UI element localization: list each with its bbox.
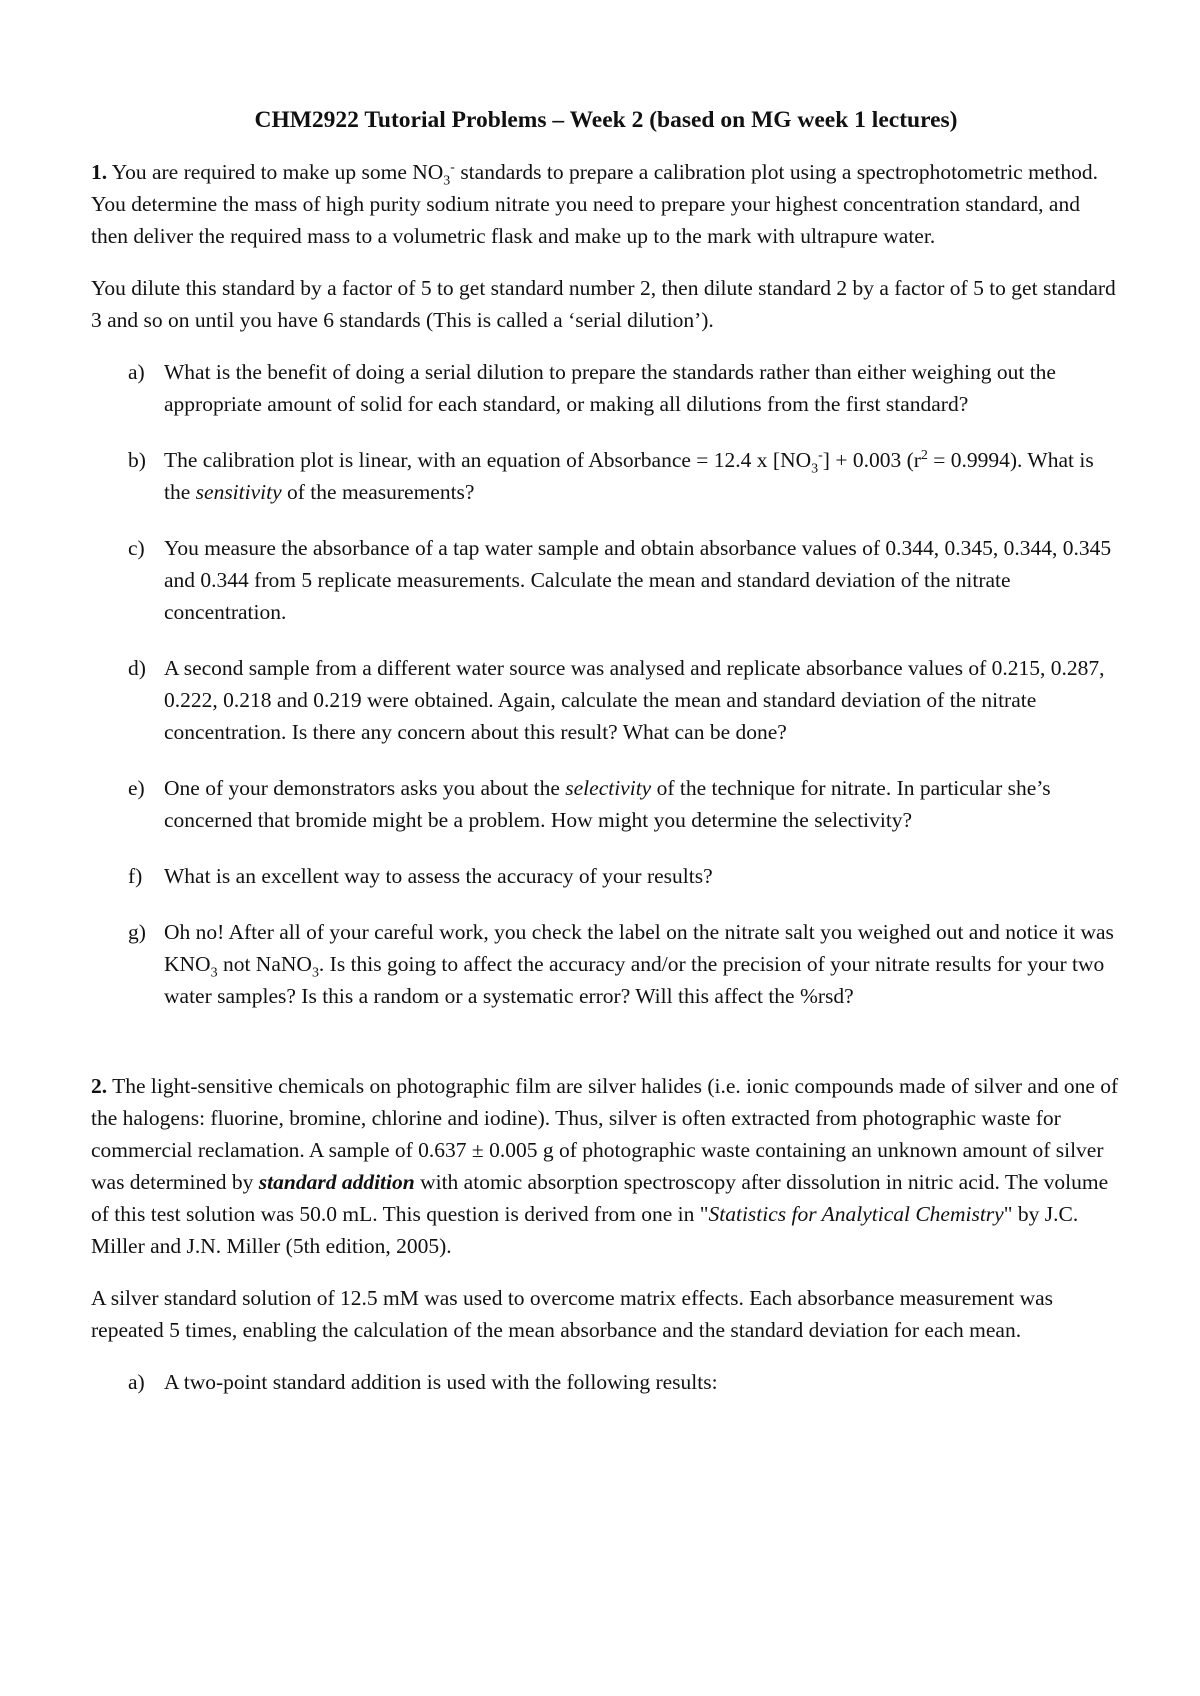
q1-part-e bbox=[91, 772, 1121, 836]
q1-number: 1. bbox=[91, 160, 108, 184]
part-text: What is the benefit of doing a serial dilution to prepare the standards rather than either weighing out the appropriate amount of solid for each standard, or making all dilutions from the first standard? bbox=[164, 360, 1056, 416]
q1-subquestions bbox=[91, 356, 1121, 1012]
q1-part-g bbox=[91, 916, 1121, 1012]
q2-number: 2. bbox=[91, 1074, 108, 1098]
part-text: What is an excellent way to assess the accuracy of your results? bbox=[164, 864, 713, 888]
q2-paragraph-2: A silver standard solution of 12.5 mM was used to overcome matrix effects. Each absorbance measurement was repeated 5 times, enabling the calculation of the mean absorbance and the standard deviation for each mean. bbox=[91, 1286, 1054, 1342]
part-text: You measure the absorbance of a tap water sample and obtain absorbance values of 0.344, 0.345, 0.344, 0.345 and 0.344 from 5 replicate measurements. Calculate the mean and standard deviation of the nitrate concentration. bbox=[164, 536, 1112, 624]
q1-intro: 1. You are required to make up some $NO_3^-$ standards to prepare a calibration plot using a spectrophotometric method. You determine the mass of high purity sodium nitrate you need to prepare your highest concentration standard, and then deliver the required mass to a volumetric flask and make up to the mark with ultrapure water. bbox=[91, 159, 1098, 248]
q2-part-a bbox=[91, 1366, 1121, 1398]
q1-part-f bbox=[91, 860, 1121, 892]
part-label: d) bbox=[128, 656, 146, 680]
q2-subquestions bbox=[91, 1366, 1121, 1398]
part-text: The calibration plot is linear, with an equation of Absorbance = 12.4 x $[NO_3^-] + 0.003$ $(r^2 = 0.9994)$. What is the sensitivity of the measurements? bbox=[164, 447, 1094, 504]
part-label: f) bbox=[128, 864, 143, 888]
part-text: A two-point standard addition is used with the following results: bbox=[164, 1370, 718, 1394]
q1-part-a bbox=[91, 356, 1121, 420]
q1-part-b bbox=[91, 444, 1121, 508]
q1-part-c bbox=[91, 532, 1121, 628]
part-text: A second sample from a different water source was analysed and replicate absorbance values of 0.215, 0.287, 0.222, 0.218 and 0.219 were obtained. Again, calculate the mean and standard deviation of the nitrate concentration. Is there any concern about this result? What can be done? bbox=[164, 656, 1105, 744]
section-spacer bbox=[91, 1036, 1121, 1070]
part-text: One of your demonstrators asks you about the selectivity of the technique for nitrate. In particular she’s concerned that bromide might be a problem. How might you determine the selectivity? bbox=[164, 776, 1051, 832]
part-label: e) bbox=[128, 776, 145, 800]
page-title: CHM2922 Tutorial Problems – Week 2 (based on MG week 1 lectures) bbox=[254, 107, 958, 133]
part-label: a) bbox=[128, 1370, 145, 1394]
part-label: b) bbox=[128, 448, 146, 472]
standard-addition-term: standard addition bbox=[258, 1170, 415, 1194]
part-label: g) bbox=[128, 920, 146, 944]
q1-paragraph-2: You dilute this standard by a factor of 5 to get standard number 2, then dilute standard 2 by a factor of 5 to get standard 3 and so on until you have 6 standards (This is called a ‘serial dilution’). bbox=[91, 276, 1116, 332]
part-text: Oh no! After all of your careful work, you check the label on the nitrate salt you weighed out and notice it was $KNO_3$ not NaNO$_3$. Is this going to affect the accuracy and/or the precision of your nitrate results for your two water samples? Is this a random or a systematic error? Will this affect the %rsd? bbox=[164, 920, 1114, 1008]
q2-intro: 2. The light-sensitive chemicals on photographic film are silver halides (i.e. ionic compounds made of silver and one of the halogens: fluorine, bromine, chlorine and iodine). Thus, silver is often extracted from photographic waste for commercial reclamation. A sample of 0.637 ± 0.005 g of photographic waste containing an unknown amount of silver was determined by standard addition with atomic absorption spectroscopy after dissolution in nitric acid. The volume of this test solution was 50.0 mL. This question is derived from one in "Statistics for Analytical Chemistry" by J.C. Miller and J.N. Miller (5th edition, 2005). bbox=[91, 1074, 1119, 1258]
part-label: a) bbox=[128, 360, 145, 384]
q1-part-d bbox=[91, 652, 1121, 748]
book-title: Statistics for Analytical Chemistry bbox=[708, 1202, 1004, 1226]
part-label: c) bbox=[128, 536, 145, 560]
document-page bbox=[91, 104, 1121, 1422]
